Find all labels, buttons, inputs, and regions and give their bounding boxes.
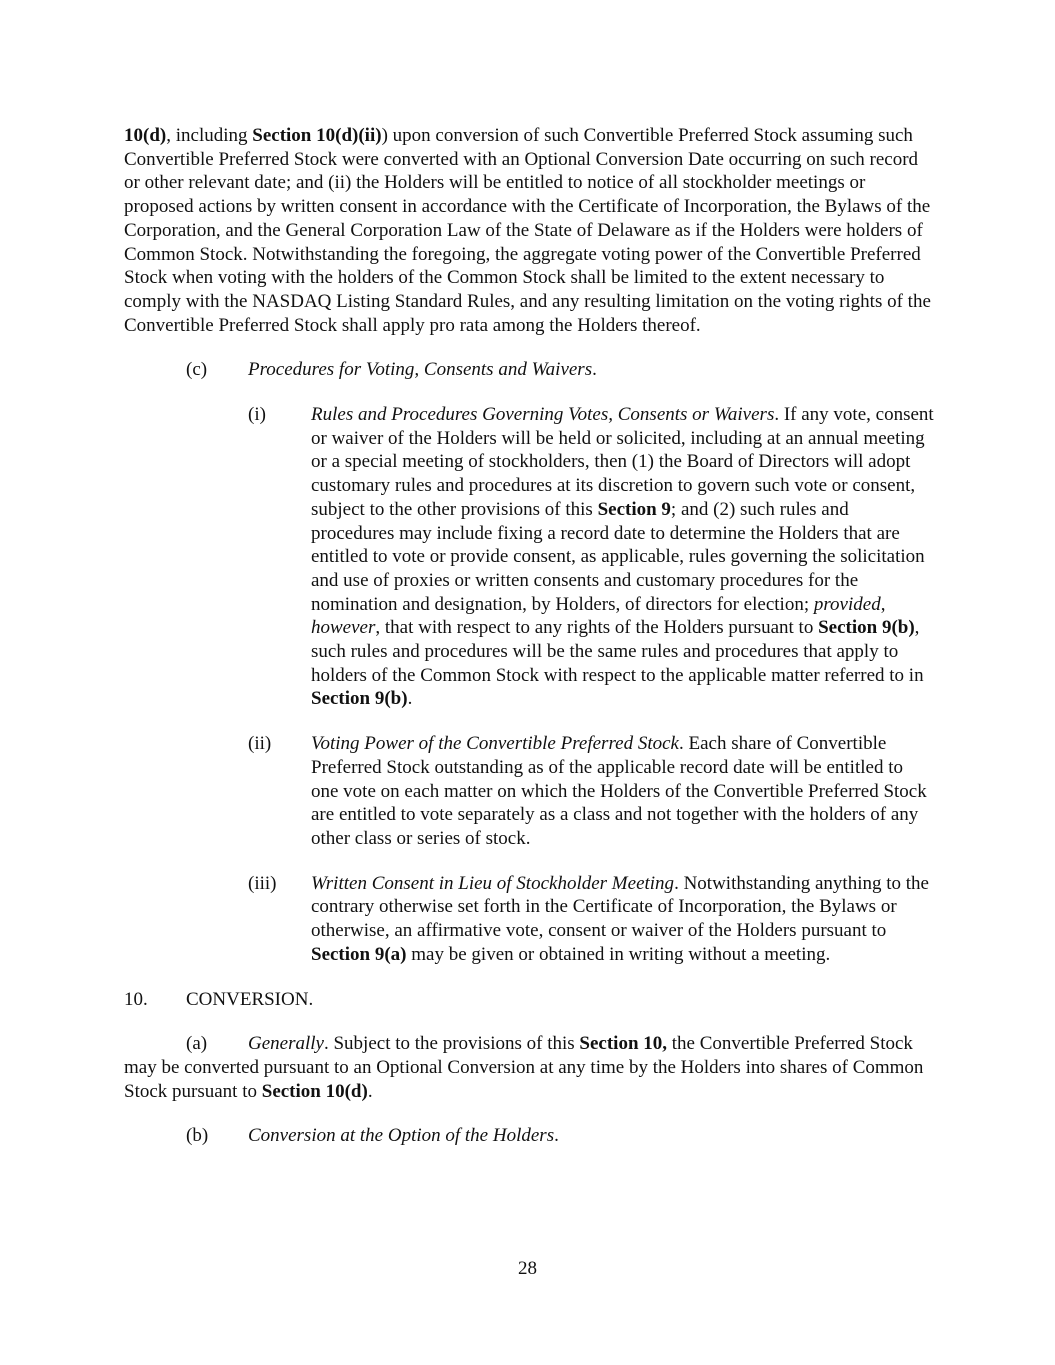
clause-label: (iii) bbox=[248, 872, 277, 894]
subsection-title: Generally bbox=[248, 1033, 324, 1055]
section-ref: Section 9(b) bbox=[311, 688, 408, 710]
page-number: 28 bbox=[518, 1258, 537, 1279]
subsection-b: (b) Conversion at the Option of the Holders. bbox=[186, 1125, 559, 1147]
clause-c-i: (i) Rules and Procedures Governing Votes, Consents or Waivers. If any vote, consent or waiver of the Holders will be held or solicited, including at an annual meeting or a special meeting of stockholders, then (1) the Board of Directors will adopt customary rules and procedures at its discretion to govern such vote or consent, subject to the other provisions of this Section 9; and (2) such rules and procedures may include fixing a record date to determine the Holders that are entitled to vote or provide consent, as applicable, rules governing the solicitation and use of proxies or written consents and customary procedures for the nomination and designation, by Holders, of directors for election; provided, however, that with respect to any rights of the Holders pursuant to Section 9(b), such rules and procedures will be the same rules and procedures that apply to holders of the Common Stock with respect to the applicable matter referred to in Section 9(b). bbox=[248, 404, 934, 710]
subsection-a: (a) Generally. Subject to the provisions of this Section 10, the Convertible Preferred Stock may be converted pursuant to an Optional Conversion at any time by the Holders into shares of Common Stock pursuant to Section 10(d). bbox=[124, 1033, 924, 1102]
section-ref: Section 10(d) bbox=[261, 1080, 368, 1102]
section-title: CONVERSION. bbox=[186, 988, 314, 1010]
section-10-heading bbox=[124, 988, 934, 1012]
section-ref: Section 9(a) bbox=[311, 943, 407, 965]
clause-title: Voting Power of the Convertible Preferred Stock bbox=[311, 733, 679, 755]
subsection-title: Conversion at the Option of the Holders bbox=[248, 1125, 555, 1147]
clause-c-iii: (iii) Written Consent in Lieu of Stockholder Meeting. Notwithstanding anything to the contrary otherwise set forth in the Certificate of Incorporation, the Bylaws or otherwise, an affirmative vote, consent or waiver of the Holders pursuant to Section 9(a) may be given or obtained in writing without a meeting. bbox=[248, 872, 929, 965]
subsection-label: (b) bbox=[186, 1125, 209, 1147]
document-page bbox=[124, 124, 934, 1148]
section-ref: Section 10(d)(ii) bbox=[252, 125, 382, 146]
section-number: 10. bbox=[124, 988, 148, 1010]
subsection-c: (c) Procedures for Voting, Consents and Waivers. bbox=[186, 359, 597, 381]
clause-label: (i) bbox=[248, 404, 266, 426]
section-ref: Section 10, bbox=[579, 1033, 668, 1055]
subsection-title: Procedures for Voting, Consents and Waivers bbox=[248, 359, 593, 381]
subsection-label: (a) bbox=[186, 1033, 208, 1055]
subsection-label: (c) bbox=[186, 359, 208, 381]
clause-title: Written Consent in Lieu of Stockholder Meeting bbox=[311, 872, 675, 894]
clause-label: (ii) bbox=[248, 733, 272, 755]
clause-c-ii: (ii) Voting Power of the Convertible Preferred Stock. Each share of Convertible Preferred Stock outstanding as of the applicable record date will be entitled to one vote on each matter on which the Holders of the Convertible Preferred Stock are entitled to vote separately as a class and not together with the holders of any other class or series of stock. bbox=[248, 733, 927, 849]
section-ref: 10(d) bbox=[124, 125, 167, 146]
clause-title: Rules and Procedures Governing Votes, Consents or Waivers bbox=[311, 404, 775, 426]
section-ref: Section 9 bbox=[597, 498, 671, 520]
intro-paragraph: 10(d), including Section 10(d)(ii)) upon conversion of such Convertible Preferred Stock assuming such Convertible Preferred Stock were converted with an Optional Conversion Date occurring on such record or other relevant date; and (ii) the Holders will be entitled to notice of all stockholder meetings or proposed actions by written consent in accordance with the Certificate of Incorporation, the Bylaws of the Corporation, and the General Corporation Law of the State of Delaware as if the Holders were holders of Common Stock. Notwithstanding the foregoing, the aggregate voting power of the Convertible Preferred Stock when voting with the holders of the Common Stock shall be limited to the extent necessary to comply with the NASDAQ Listing Standard Rules, and any resulting limitation on the voting rights of the Convertible Preferred Stock shall apply pro rata among the Holders thereof. bbox=[124, 125, 931, 336]
section-ref: Section 9(b) bbox=[818, 617, 915, 639]
